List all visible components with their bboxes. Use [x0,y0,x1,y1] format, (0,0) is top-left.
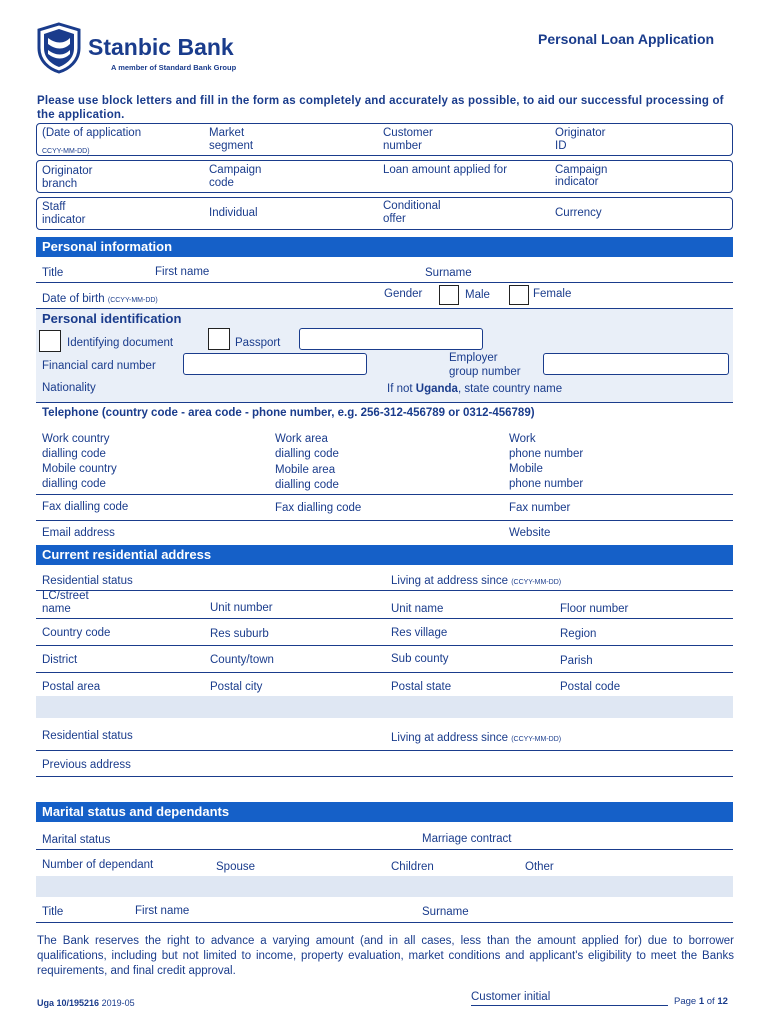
dependant-first-name-label: First name [135,905,190,917]
fax-dialling-label-1: Fax dialling code [42,501,129,513]
loan-amount-label: Loan amount applied for [383,164,508,176]
male-label: Male [465,289,490,301]
postal-code-label: Postal code [560,681,621,693]
living-since-text-2: Living at address since [391,732,508,744]
telephone-heading: Telephone (country code - area code - phone number, e.g. 256-312-456789 or 0312-456789) [42,407,535,419]
uganda-text: Uganda [415,383,458,395]
sub-county-label: Sub county [391,653,449,665]
personal-identification-title: Personal identification [42,311,182,326]
residential-status-label: Residential status [42,575,133,587]
marriage-contract-label: Marriage contract [422,833,512,845]
number-dependant-label: Number of dependant [42,859,154,871]
res-suburb-label: Res suburb [210,628,269,640]
country-code-label: Country code [42,627,111,639]
form-code-text: Uga 10/195216 [37,998,100,1008]
divider [36,922,733,923]
disclaimer-text: The Bank reserves the right to advance a varying amount (and in all cases, less than the amount applied for) due to borrower qualifications, including but not limited to income, property evaluation, market conditions and applicant's eligibility to meet the Banks requirements, and final credit approval. [37,935,734,977]
employer-group-field[interactable] [543,353,729,375]
divider [36,849,733,850]
mobile-country-label: Mobile country dialling code [42,463,117,490]
bank-name: Stanbic Bank [88,34,234,60]
market-segment-label: Market segment [209,127,254,152]
first-name-label: First name [155,266,210,278]
surname-label: Surname [425,267,472,279]
marital-status-label: Marital status [42,834,111,846]
living-since-format: (CCYY-MM-DD) [511,579,562,586]
customer-number-label: Customer number [383,127,433,152]
unit-number-label: Unit number [210,602,273,614]
work-country-label: Work country dialling code [42,433,110,460]
intro-text: Please use block letters and fill in the form as completely and accurately as possible, to aid our successful processing of the application. [37,95,724,121]
divider [36,402,733,403]
residential-address-header: Current residential address [36,545,733,565]
living-since-format-2: (CCYY-MM-DD) [511,736,562,743]
individual-label: Individual [209,207,258,219]
date-format-label: CCYY-MM-DD) [42,148,90,155]
bank-tagline: A member of Standard Bank Group [111,63,237,72]
children-label: Children [391,861,434,873]
gender-label: Gender [384,288,423,300]
passport-checkbox[interactable] [208,328,230,350]
page-total: 12 [717,996,728,1007]
divider [36,776,733,777]
fax-dialling-label-2: Fax dialling code [275,502,362,514]
divider [36,282,733,283]
page-word: Page [674,996,697,1007]
floor-number-label: Floor number [560,603,629,615]
customer-initial-line[interactable] [471,1005,668,1006]
shaded-spacer [36,696,733,718]
district-label: District [42,654,78,666]
if-not-text: If not [387,383,416,395]
id-number-field[interactable] [299,328,483,350]
originator-branch-label: Originator branch [42,165,93,190]
divider [36,645,733,646]
mobile-phone-label: Mobile phone number [509,463,584,490]
mobile-area-label: Mobile area dialling code [275,464,339,491]
divider [36,618,733,619]
male-checkbox[interactable] [439,285,459,305]
female-checkbox[interactable] [509,285,529,305]
nationality-label: Nationality [42,382,96,394]
divider [36,494,733,495]
employer-group-label: Employer group number [449,352,521,378]
date-of-application-label: (Date of application [42,127,142,139]
work-phone-label: Work phone number [509,433,584,460]
previous-address-label: Previous address [42,759,131,771]
divider [36,590,733,591]
campaign-code-label: Campaign code [209,164,262,189]
identifying-document-label: Identifying document [67,337,174,349]
email-label: Email address [42,527,115,539]
form-title: Personal Loan Application [538,31,715,47]
website-label: Website [509,527,551,539]
title-label: Title [42,267,64,279]
dependant-surname-label: Surname [422,906,469,918]
page-of: of [706,996,715,1007]
shaded-spacer [36,876,733,897]
financial-card-field[interactable] [183,353,367,375]
state-country-text: , state country name [457,383,563,395]
living-since-text: Living at address since [391,575,508,587]
currency-label: Currency [555,207,602,219]
dependant-title-label: Title [42,906,64,918]
passport-label: Passport [235,337,281,349]
divider [36,672,733,673]
divider [36,750,733,751]
dob-label [42,293,158,307]
customer-initial-label: Customer initial [471,991,551,1003]
campaign-indicator-label: Campaign indicator [555,164,608,188]
financial-card-label: Financial card number [42,360,156,372]
female-label: Female [533,288,572,300]
living-since-label [391,575,561,589]
page-current: 1 [698,996,705,1007]
form-code [37,998,135,1008]
postal-area-label: Postal area [42,681,101,693]
personal-information-header: Personal information [36,237,733,257]
postal-state-label: Postal state [391,681,452,693]
page-number [674,996,728,1007]
dob-text: Date of birth [42,293,105,305]
other-label: Other [525,861,554,873]
form-date-text: 2019-05 [101,998,135,1008]
postal-city-label: Postal city [210,681,263,693]
divider [36,520,733,521]
originator-id-label: Originator ID [555,127,606,152]
staff-indicator-label: Staff indicator [42,201,86,226]
conditional-offer-label: Conditional offer [383,200,441,225]
residential-status-label-2: Residential status [42,730,133,742]
region-label: Region [560,628,597,640]
res-village-label: Res village [391,627,448,639]
marital-status-header: Marital status and dependants [36,802,733,822]
identifying-document-checkbox[interactable] [39,330,61,352]
fax-number-label: Fax number [509,502,571,514]
spouse-label: Spouse [216,861,256,873]
stanbic-shield-logo [36,22,82,74]
living-since-label-2 [391,732,561,746]
country-name-label [387,383,562,396]
dob-format: (CCYY-MM-DD) [107,297,158,304]
parish-label: Parish [560,655,593,667]
work-area-label: Work area dialling code [275,433,339,460]
lc-street-label: LC/street name [42,590,89,615]
county-town-label: County/town [210,654,274,666]
unit-name-label: Unit name [391,603,444,615]
